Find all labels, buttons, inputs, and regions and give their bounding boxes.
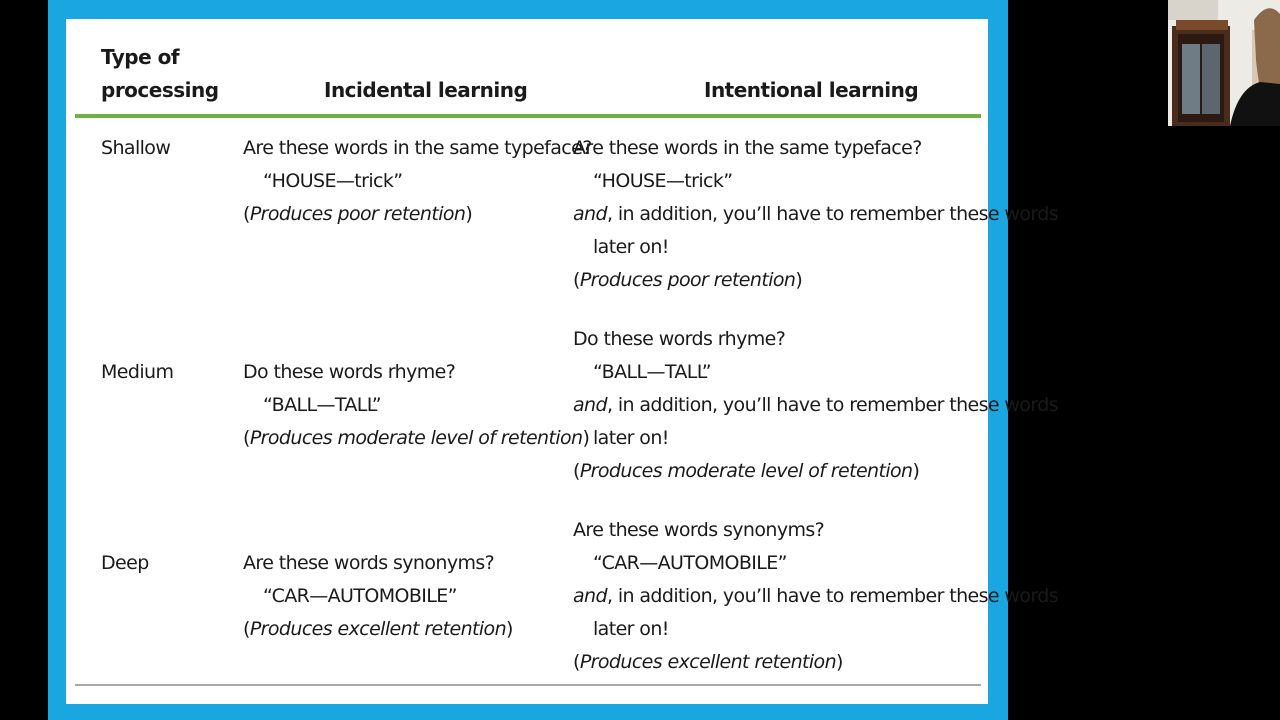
row-level-medium: Medium: [101, 361, 174, 383]
incidental-result: (Produces moderate level of retention): [243, 427, 590, 449]
intentional-question: Are these words synonyms?: [573, 519, 825, 541]
intentional-instruction: and, in addition, you’ll have to remember these words: [573, 394, 1059, 416]
intentional-question: Are these words in the same typeface?: [573, 137, 922, 159]
intentional-instruction: and, in addition, you’ll have to remember these words: [573, 203, 1059, 225]
header-intentional: Intentional learning: [704, 78, 919, 102]
intentional-example: “CAR—AUTOMOBILE”: [593, 552, 787, 574]
intentional-result: (Produces poor retention): [573, 269, 803, 291]
intentional-instruction-cont: later on!: [593, 618, 669, 640]
incidental-question: Are these words synonyms?: [243, 552, 495, 574]
incidental-result: (Produces excellent retention): [243, 618, 513, 640]
presenter-video-icon[interactable]: [1168, 0, 1280, 126]
intentional-result: (Produces moderate level of retention): [573, 460, 920, 482]
incidental-result: (Produces poor retention): [243, 203, 473, 225]
incidental-example: “BALL—TALL”: [263, 394, 382, 416]
incidental-question: Do these words rhyme?: [243, 361, 456, 383]
intentional-result: (Produces excellent retention): [573, 651, 843, 673]
incidental-example: “HOUSE—trick”: [263, 170, 403, 192]
intentional-example: “HOUSE—trick”: [593, 170, 733, 192]
table-bottom-rule: [75, 684, 981, 686]
intentional-example: “BALL—TALL”: [593, 361, 712, 383]
row-level-deep: Deep: [101, 552, 149, 574]
header-rule: [75, 114, 981, 118]
header-type-line2: processing: [101, 78, 219, 102]
incidental-example: “CAR—AUTOMOBILE”: [263, 585, 457, 607]
intentional-instruction-cont: later on!: [593, 236, 669, 258]
intentional-instruction-cont: later on!: [593, 427, 669, 449]
header-type-line1: Type of: [101, 45, 180, 69]
intentional-question: Do these words rhyme?: [573, 328, 786, 350]
row-level-shallow: Shallow: [101, 137, 171, 159]
header-incidental: Incidental learning: [324, 78, 528, 102]
intentional-instruction: and, in addition, you’ll have to remember these words: [573, 585, 1059, 607]
incidental-question: Are these words in the same typeface?: [243, 137, 592, 159]
